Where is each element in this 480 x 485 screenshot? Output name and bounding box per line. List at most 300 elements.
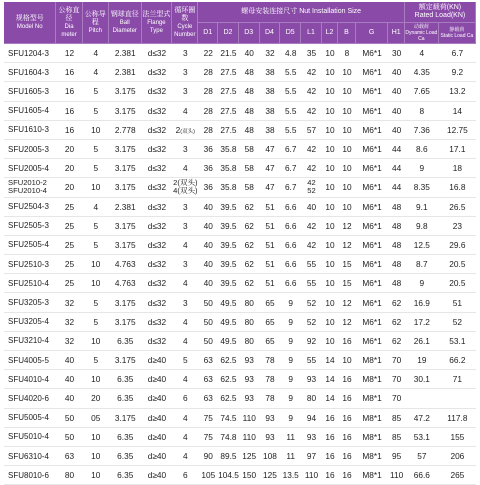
- cell-d5: 6.6: [280, 198, 301, 217]
- cell-h1: 85: [388, 428, 404, 447]
- cell-g: M8*1: [356, 370, 389, 389]
- cell-model: SFU8010-6: [4, 466, 56, 485]
- cell-dia: 20: [56, 140, 82, 159]
- cell-cycle: 4: [172, 332, 198, 351]
- cell-d5: 5.5: [280, 63, 301, 82]
- cell-coa: 14: [439, 102, 476, 121]
- cell-d1: 28: [198, 121, 218, 140]
- table-row: [4, 44, 476, 63]
- cell-ca: 4.35: [405, 63, 439, 82]
- header-cycle-number: 循环圈数 Cycle Number: [172, 2, 198, 44]
- table-row: [4, 447, 476, 466]
- cell-l1: 42: [301, 236, 322, 255]
- cell-d1: 75: [198, 409, 218, 428]
- header-static-load: 静载荷 Static Load Ca: [439, 23, 476, 44]
- cell-model: SFU6310-4: [4, 447, 56, 466]
- cell-g: M6*1: [356, 313, 389, 332]
- cell-l1: 52: [301, 313, 322, 332]
- cell-cycle: 6: [172, 466, 198, 485]
- cell-model: SFU2005-4: [4, 159, 56, 178]
- cell-g: M6*1: [356, 255, 389, 274]
- cell-d3: 93: [239, 351, 260, 370]
- cell-d1: 63: [198, 370, 218, 389]
- cell-model: SFU5010-4: [4, 428, 56, 447]
- cell-l2: 10: [322, 313, 338, 332]
- cell-dia: 20: [56, 159, 82, 178]
- cell-coa: 18: [439, 159, 476, 178]
- cell-flange: d≤32: [142, 159, 173, 178]
- cell-b: 16: [338, 447, 355, 466]
- table-row: [4, 293, 476, 312]
- cell-flange: d≥40: [142, 389, 173, 408]
- cell-g: M8*1: [356, 389, 389, 408]
- cell-model: SFU5005-4: [4, 409, 56, 428]
- cell-d4: 125: [260, 466, 281, 485]
- cell-d5: 5.5: [280, 102, 301, 121]
- cell-ball: 3.175: [109, 409, 142, 428]
- cell-dia: 32: [56, 332, 82, 351]
- cell-pitch: 5: [83, 82, 109, 101]
- cell-model: SFU3205-3: [4, 293, 56, 312]
- cell-pitch: 05: [83, 409, 109, 428]
- cell-b: 10: [338, 82, 355, 101]
- cell-cycle: 4: [172, 159, 198, 178]
- cell-d1: 40: [198, 236, 218, 255]
- cell-g: M6*1: [356, 198, 389, 217]
- cell-ball: 6.35: [109, 332, 142, 351]
- cell-l2: 16: [322, 428, 338, 447]
- cell-dia: 16: [56, 102, 82, 121]
- cell-d1: 40: [198, 255, 218, 274]
- cell-d2: 27.5: [218, 63, 239, 82]
- cell-dia: 50: [56, 409, 82, 428]
- cell-flange: d≥40: [142, 428, 173, 447]
- cell-d2: 21.5: [218, 44, 239, 63]
- table-row: [4, 102, 476, 121]
- cell-l2: 10: [322, 44, 338, 63]
- cell-h1: 40: [388, 121, 404, 140]
- header-d1: D1: [198, 23, 218, 44]
- cell-b: 10: [338, 351, 355, 370]
- cell-flange: d≤32: [142, 217, 173, 236]
- cell-g: M8*1: [356, 447, 389, 466]
- cell-ca: 8.35: [405, 178, 439, 197]
- cell-ball: 6.35: [109, 428, 142, 447]
- cell-pitch: 5: [83, 293, 109, 312]
- cell-dia: 25: [56, 255, 82, 274]
- cell-d3: 62: [239, 236, 260, 255]
- cell-d1: 75: [198, 428, 218, 447]
- cell-ca: 53.1: [405, 428, 439, 447]
- cell-d1: 40: [198, 274, 218, 293]
- cell-coa: 52: [439, 313, 476, 332]
- cell-cycle: 3: [172, 44, 198, 63]
- cell-flange: d≤32: [142, 82, 173, 101]
- cell-l1: 40: [301, 198, 322, 217]
- table-row: [4, 332, 476, 351]
- cell-d5: 9: [280, 409, 301, 428]
- table-row: [4, 274, 476, 293]
- cell-ball: 3.175: [109, 313, 142, 332]
- cell-model: SFU2505-4: [4, 236, 56, 255]
- cell-cycle: 4: [172, 409, 198, 428]
- cell-l1: 93: [301, 370, 322, 389]
- cell-pitch: 10: [83, 447, 109, 466]
- header-pitch: 公称导程 Pitch: [83, 2, 109, 44]
- cell-model: SFU2510-4: [4, 274, 56, 293]
- cell-l1: 94: [301, 409, 322, 428]
- cell-d4: 93: [260, 428, 281, 447]
- cell-l2: 10: [322, 236, 338, 255]
- cell-dia: 40: [56, 370, 82, 389]
- cell-d4: 38: [260, 121, 281, 140]
- cell-model: SFU2504-3: [4, 198, 56, 217]
- cell-g: M6*1: [356, 140, 389, 159]
- cell-d3: 48: [239, 102, 260, 121]
- cell-model: SFU1604-3: [4, 63, 56, 82]
- cell-ca: 8: [405, 102, 439, 121]
- cell-coa: 29.6: [439, 236, 476, 255]
- cell-d2: 27.5: [218, 82, 239, 101]
- cell-d4: 78: [260, 389, 281, 408]
- cell-cycle: 3: [172, 217, 198, 236]
- cell-pitch: 10: [83, 332, 109, 351]
- cell-d5: 6.7: [280, 140, 301, 159]
- cell-d4: 47: [260, 159, 281, 178]
- cell-ca: 7.65: [405, 82, 439, 101]
- cell-l2: 10: [322, 198, 338, 217]
- cell-h1: 30: [388, 44, 404, 63]
- cell-d5: 6.7: [280, 178, 301, 197]
- cell-ca: [405, 389, 439, 408]
- cell-d5: 9: [280, 313, 301, 332]
- cell-coa: 16.8: [439, 178, 476, 197]
- header-dynamic-load: 动载荷 Dynamic Load Ca: [405, 24, 438, 42]
- cell-d3: 48: [239, 121, 260, 140]
- header-diameter: 公称直径 Dia meter: [56, 2, 82, 44]
- cell-coa: 155: [439, 428, 476, 447]
- cell-coa: 265: [439, 466, 476, 485]
- cell-coa: 23: [439, 217, 476, 236]
- cell-dia: 63: [56, 447, 82, 466]
- cell-flange: d≤32: [142, 140, 173, 159]
- cell-ca: 9.8: [405, 217, 439, 236]
- header-h1: H1: [388, 23, 404, 44]
- table-row: [4, 313, 476, 332]
- cell-dia: 16: [56, 121, 82, 140]
- cell-b: 16: [338, 370, 355, 389]
- table-row: [4, 140, 476, 159]
- cell-d2: 27.5: [218, 102, 239, 121]
- cell-model: SFU1610-3: [4, 121, 56, 140]
- cell-ball: 2.381: [109, 63, 142, 82]
- header-b: B: [338, 23, 355, 44]
- cell-l2: 10: [322, 255, 338, 274]
- cell-l2: 10: [322, 82, 338, 101]
- cell-l1: 55: [301, 255, 322, 274]
- cell-l1: 97: [301, 447, 322, 466]
- cell-l2: 10: [322, 332, 338, 351]
- cell-h1: 95: [388, 447, 404, 466]
- cell-coa: 6.7: [439, 44, 476, 63]
- cell-h1: 40: [388, 82, 404, 101]
- cell-cycle: 5: [172, 351, 198, 370]
- cycle-note: (双头): [180, 128, 195, 135]
- cell-ca: 8.7: [405, 255, 439, 274]
- cell-l2: 10: [322, 293, 338, 312]
- header-l2: L2: [322, 23, 338, 44]
- cell-l1: 80: [301, 389, 322, 408]
- cell-b: 10: [338, 198, 355, 217]
- cell-b: 16: [338, 409, 355, 428]
- cell-d4: 38: [260, 82, 281, 101]
- cell-d5: 6.6: [280, 217, 301, 236]
- cell-g: M6*1: [356, 274, 389, 293]
- cell-d3: 93: [239, 389, 260, 408]
- cell-h1: 44: [388, 159, 404, 178]
- cell-l2: 14: [322, 351, 338, 370]
- cell-ball: 6.35: [109, 447, 142, 466]
- table-row: [4, 428, 476, 447]
- cell-d4: 47: [260, 178, 281, 197]
- cell-flange: d≥40: [142, 447, 173, 466]
- cell-d4: 51: [260, 198, 281, 217]
- cell-pitch: 10: [83, 370, 109, 389]
- cell-g: M6*1: [356, 121, 389, 140]
- cell-d2: 49.5: [218, 313, 239, 332]
- cell-dia: 20: [56, 178, 82, 197]
- table-row: [4, 178, 476, 197]
- cell-model: SFU4005-5: [4, 351, 56, 370]
- cell-ball: 4.763: [109, 274, 142, 293]
- cell-d4: 78: [260, 351, 281, 370]
- cell-dia: 25: [56, 198, 82, 217]
- cell-ca: 7.36: [405, 121, 439, 140]
- header-l1: L1: [301, 23, 322, 44]
- cell-flange: d≤32: [142, 63, 173, 82]
- cell-b: 10: [338, 102, 355, 121]
- cell-coa: 206: [439, 447, 476, 466]
- cell-cycle: 3: [172, 82, 198, 101]
- cell-ball: 2.778: [109, 121, 142, 140]
- cell-d2: 35.8: [218, 140, 239, 159]
- cell-g: M6*1: [356, 217, 389, 236]
- cell-d4: 93: [260, 409, 281, 428]
- cell-d5: 5.5: [280, 121, 301, 140]
- cell-model: SFU3205-4: [4, 313, 56, 332]
- cell-ball: 3.175: [109, 102, 142, 121]
- cell-d1: 36: [198, 140, 218, 159]
- cell-l2: 10: [322, 159, 338, 178]
- cell-d5: 9: [280, 389, 301, 408]
- cell-b: 12: [338, 217, 355, 236]
- cell-l1: 52: [301, 293, 322, 312]
- cell-model: SFU3210-4: [4, 332, 56, 351]
- cell-ca: 57: [405, 447, 439, 466]
- cell-h1: 110: [388, 466, 404, 485]
- cell-h1: 70: [388, 389, 404, 408]
- cell-d1: 28: [198, 102, 218, 121]
- cell-ca: 4: [405, 44, 439, 63]
- cell-h1: 48: [388, 274, 404, 293]
- header-flange-type: 法兰型式 Flange Type: [142, 2, 173, 44]
- cell-cycle: 4: [172, 274, 198, 293]
- cell-b: 16: [338, 332, 355, 351]
- header-rated-load: 额定载荷(KN) Rated Load(KN): [405, 2, 476, 23]
- cell-d1: 36: [198, 178, 218, 197]
- cell-pitch: 10: [83, 121, 109, 140]
- cell-flange: d≥40: [142, 370, 173, 389]
- cell-pitch: 4: [83, 44, 109, 63]
- cell-d2: 39.5: [218, 236, 239, 255]
- cell-g: M8*1: [356, 466, 389, 485]
- cell-coa: 53.1: [439, 332, 476, 351]
- cell-d1: 50: [198, 332, 218, 351]
- cell-d5: 5.5: [280, 82, 301, 101]
- cell-dia: 16: [56, 63, 82, 82]
- cell-ball: 3.175: [109, 159, 142, 178]
- cell-cycle: 3: [172, 140, 198, 159]
- cell-dia: 32: [56, 293, 82, 312]
- cell-b: 10: [338, 178, 355, 197]
- cell-h1: 48: [388, 217, 404, 236]
- cell-coa: 71: [439, 370, 476, 389]
- cell-model: SFU2510-3: [4, 255, 56, 274]
- cell-pitch: 5: [83, 102, 109, 121]
- cell-l1: 110: [301, 466, 322, 485]
- cell-d1: 50: [198, 293, 218, 312]
- cell-cycle: 4: [172, 236, 198, 255]
- cell-pitch: 10: [83, 466, 109, 485]
- cell-cycle: 3: [172, 255, 198, 274]
- cell-d5: 6.6: [280, 236, 301, 255]
- cell-model: SFU1605-3: [4, 82, 56, 101]
- cell-pitch: 5: [83, 351, 109, 370]
- cell-flange: d≤32: [142, 236, 173, 255]
- cell-coa: 26.5: [439, 198, 476, 217]
- cell-b: 16: [338, 428, 355, 447]
- cell-l2: 10: [322, 63, 338, 82]
- cell-d5: 4.8: [280, 44, 301, 63]
- cell-ball: 3.175: [109, 217, 142, 236]
- cell-g: M8*1: [356, 351, 389, 370]
- cell-d1: 90: [198, 447, 218, 466]
- cell-h1: 44: [388, 178, 404, 197]
- cell-b: 16: [338, 389, 355, 408]
- cell-d2: 104.5: [218, 466, 239, 485]
- cell-d1: 40: [198, 198, 218, 217]
- cell-ca: 12.5: [405, 236, 439, 255]
- cell-model: SFU1605-4: [4, 102, 56, 121]
- cell-b: 15: [338, 274, 355, 293]
- cell-ca: 9: [405, 159, 439, 178]
- cell-d4: 32: [260, 44, 281, 63]
- cell-b: 12: [338, 293, 355, 312]
- cell-cycle: 2(双头) 4(双头): [172, 178, 198, 197]
- cell-pitch: 4: [83, 63, 109, 82]
- header-g: G: [356, 23, 389, 44]
- cell-d4: 38: [260, 102, 281, 121]
- cell-h1: 70: [388, 351, 404, 370]
- cell-d4: 51: [260, 274, 281, 293]
- cell-g: M6*1: [356, 236, 389, 255]
- cell-d3: 58: [239, 159, 260, 178]
- cell-l1: 92: [301, 332, 322, 351]
- cell-ball: 2.381: [109, 198, 142, 217]
- cell-d5: 6.6: [280, 255, 301, 274]
- cell-d4: 65: [260, 332, 281, 351]
- cell-cycle: 3: [172, 293, 198, 312]
- cell-d2: 39.5: [218, 198, 239, 217]
- cell-model: SFU4020-6: [4, 389, 56, 408]
- cell-flange: d≤32: [142, 313, 173, 332]
- cell-b: 10: [338, 159, 355, 178]
- cell-d3: 80: [239, 293, 260, 312]
- cell-d1: 22: [198, 44, 218, 63]
- cell-pitch: 4: [83, 198, 109, 217]
- cell-l2: 14: [322, 370, 338, 389]
- cell-pitch: 5: [83, 236, 109, 255]
- cell-flange: d≤32: [142, 178, 173, 197]
- cell-ball: 6.35: [109, 389, 142, 408]
- cell-d4: 47: [260, 140, 281, 159]
- cell-d1: 50: [198, 313, 218, 332]
- cell-d3: 62: [239, 217, 260, 236]
- cell-d3: 58: [239, 140, 260, 159]
- table-row: [4, 198, 476, 217]
- cell-g: M6*1: [356, 102, 389, 121]
- cell-d2: 62.5: [218, 351, 239, 370]
- table-row: [4, 351, 476, 370]
- cell-flange: d≤32: [142, 274, 173, 293]
- cell-d3: 110: [239, 428, 260, 447]
- cell-d3: 150: [239, 466, 260, 485]
- cell-dia: 25: [56, 236, 82, 255]
- cell-h1: 48: [388, 198, 404, 217]
- cell-d4: 65: [260, 313, 281, 332]
- cell-g: M6*1: [356, 178, 389, 197]
- cell-ca: 19: [405, 351, 439, 370]
- cell-b: 16: [338, 466, 355, 485]
- cell-dia: 32: [56, 313, 82, 332]
- cell-dia: 16: [56, 82, 82, 101]
- cell-ball: 3.175: [109, 236, 142, 255]
- cell-d1: 105: [198, 466, 218, 485]
- cell-d3: 62: [239, 274, 260, 293]
- cell-ball: 3.175: [109, 178, 142, 197]
- cell-ca: 16.9: [405, 293, 439, 312]
- cell-pitch: 10: [83, 255, 109, 274]
- cell-coa: [439, 389, 476, 408]
- table-row: [4, 409, 476, 428]
- cell-d1: 63: [198, 351, 218, 370]
- cell-l2: 10: [322, 102, 338, 121]
- cell-d1: 36: [198, 159, 218, 178]
- cell-cycle: 3: [172, 198, 198, 217]
- cell-l2: 10: [322, 121, 338, 140]
- cell-b: 10: [338, 121, 355, 140]
- cell-coa: 51: [439, 293, 476, 312]
- cell-pitch: 5: [83, 313, 109, 332]
- cell-d4: 51: [260, 236, 281, 255]
- table-row: [4, 63, 476, 82]
- cell-model: SFU2005-3: [4, 140, 56, 159]
- cell-ball: 6.35: [109, 370, 142, 389]
- cell-l1: 42: [301, 63, 322, 82]
- cell-l1: 42: [301, 82, 322, 101]
- cell-pitch: 10: [83, 428, 109, 447]
- cell-flange: d≥40: [142, 466, 173, 485]
